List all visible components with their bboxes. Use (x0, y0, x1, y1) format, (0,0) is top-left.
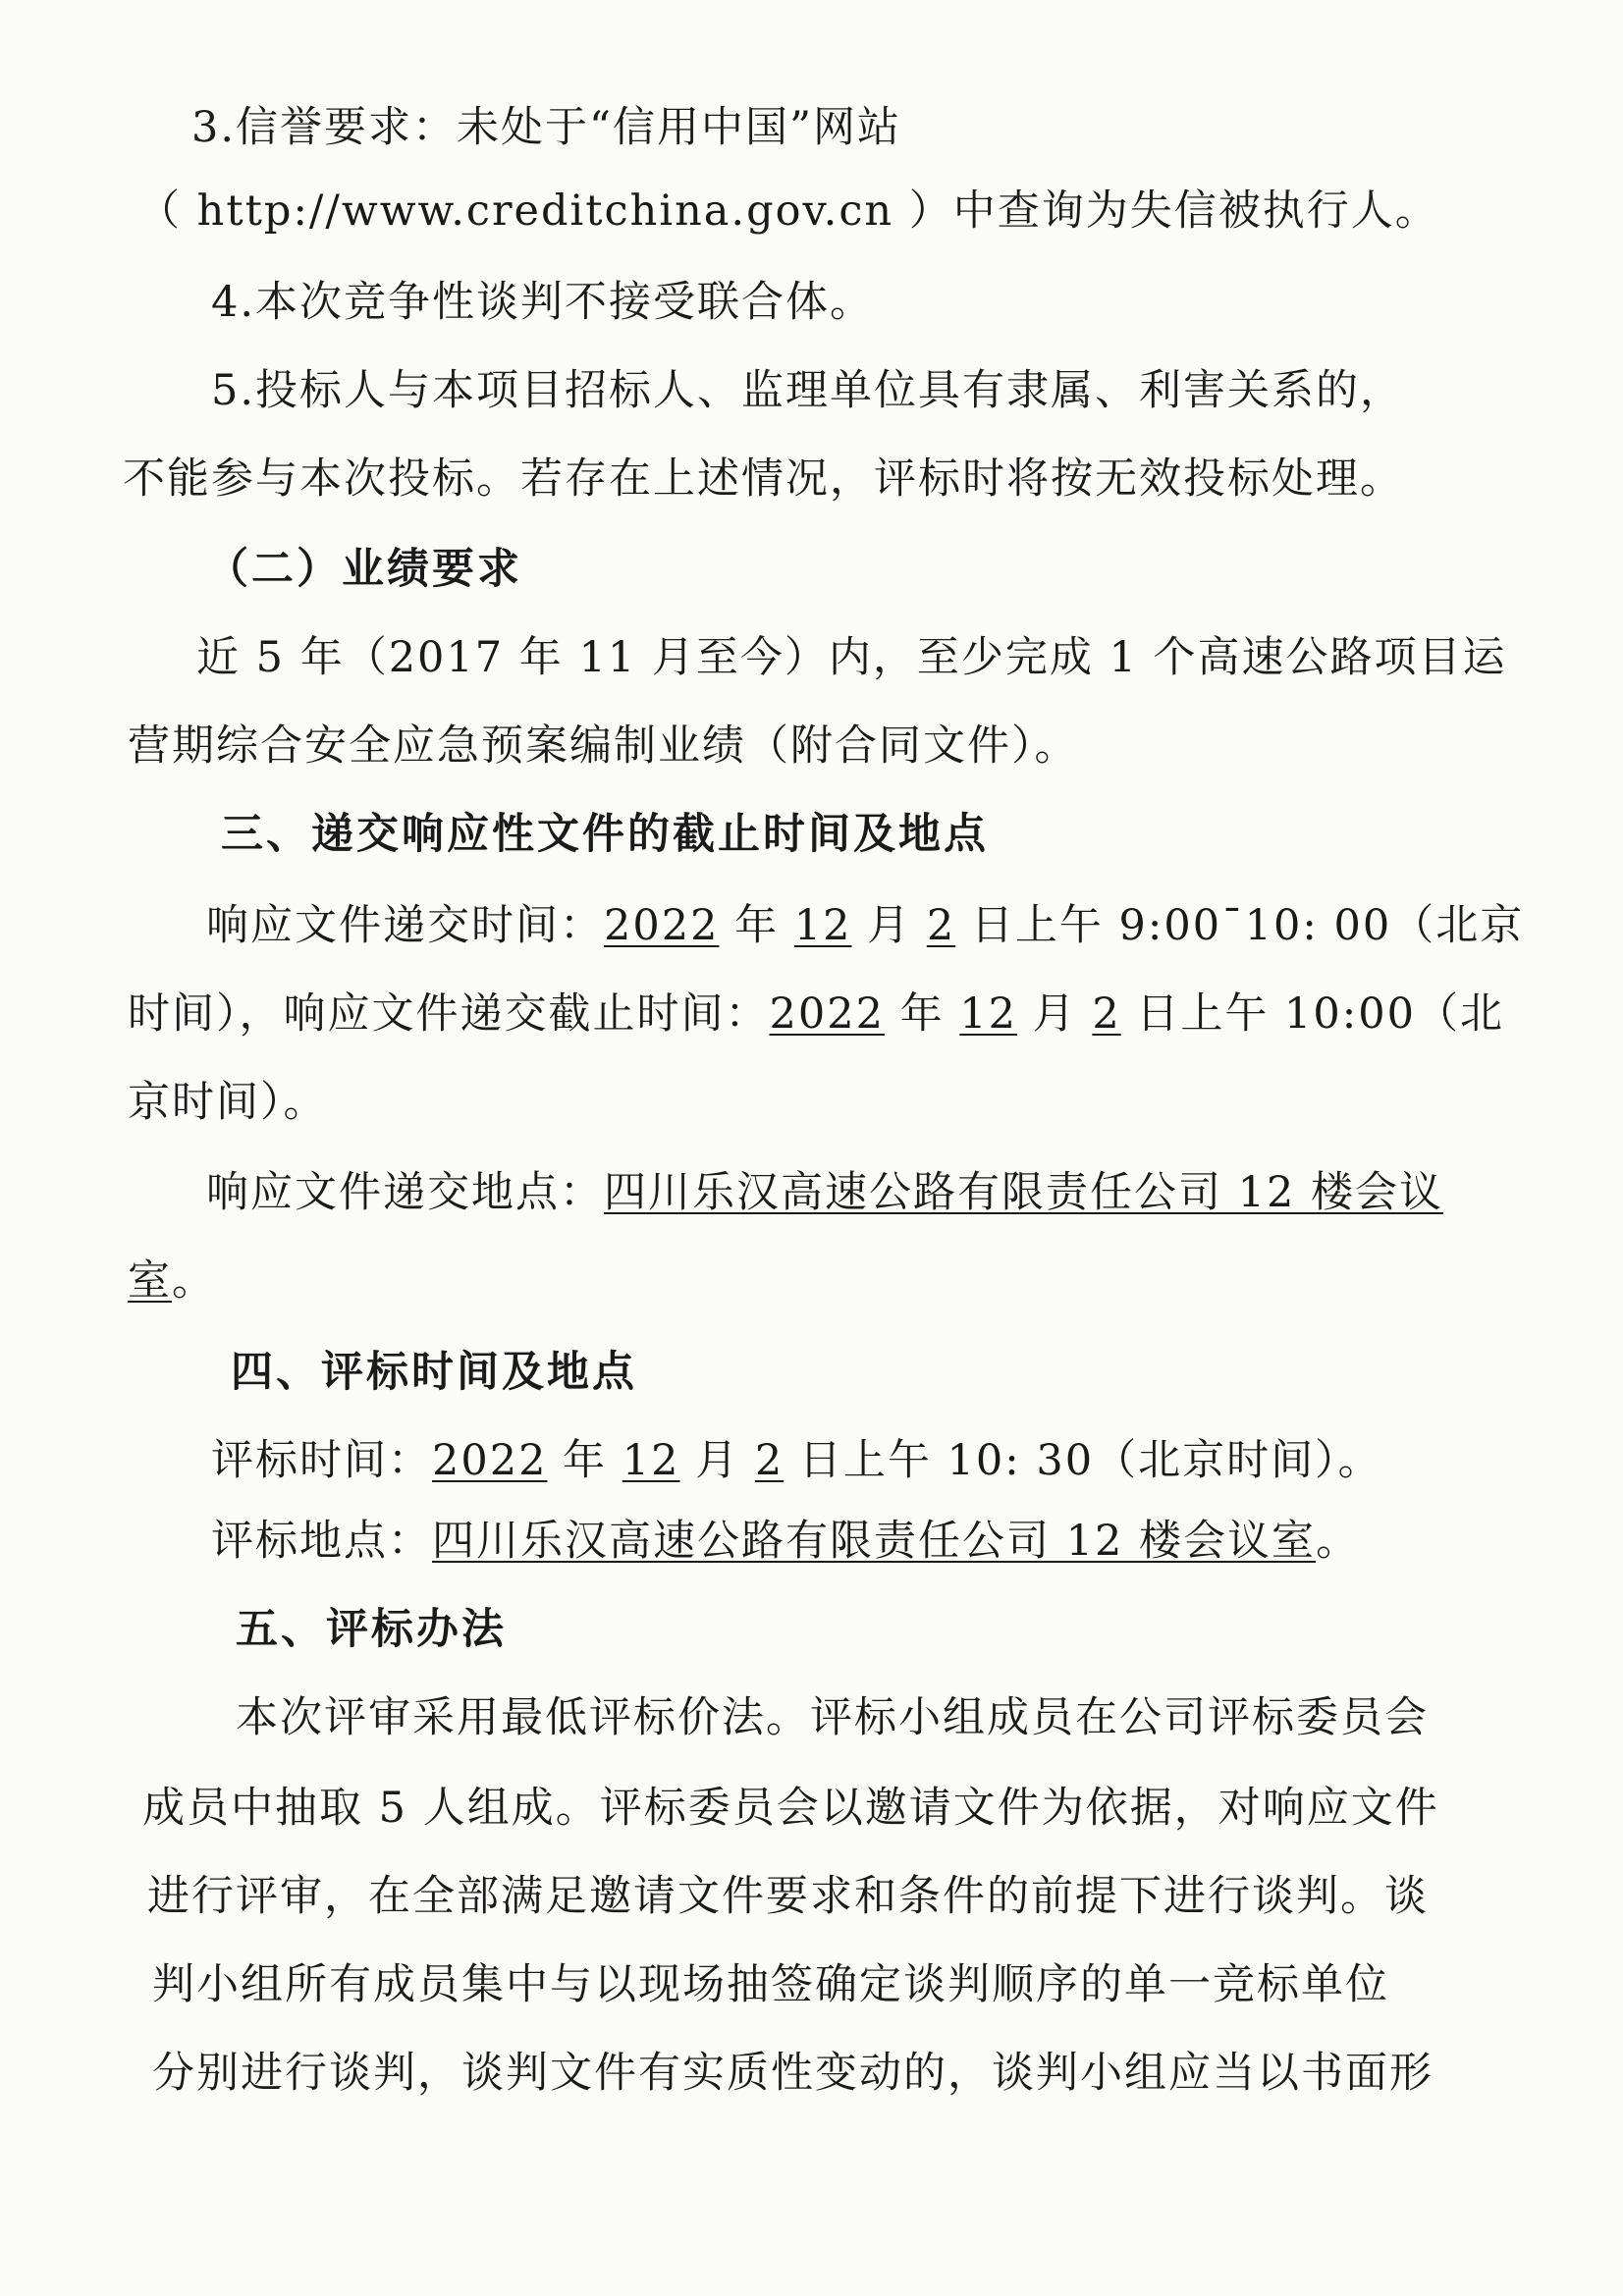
method-line-1: 本次评审采用最低评标价法。评标小组成员在公司评标委员会 (236, 1693, 1429, 1742)
performance-heading: （二）业绩要求 (206, 545, 522, 594)
eval-year: 2022 (432, 1436, 548, 1485)
period: 。 (172, 1256, 216, 1306)
submit-time-line (206, 896, 1524, 955)
eval-day: 2 (754, 1436, 784, 1485)
affiliation-line: 5.投标人与本项目招标人、监理单位具有隶属、利害关系的， (211, 366, 1405, 415)
submit-time-label: 响应文件递交时间： (206, 901, 604, 950)
year-unit: 年 (547, 1436, 622, 1485)
period: 。 (1316, 1517, 1361, 1566)
month-unit: 月 (1017, 989, 1093, 1039)
deadline-year: 2022 (769, 989, 885, 1039)
consortium-line: 4.本次竞争性谈判不接受联合体。 (211, 278, 875, 327)
submit-place-label: 响应文件递交地点： (206, 1168, 604, 1217)
submit-place-line-2 (128, 1252, 216, 1310)
eval-time-rest: 日上午 10: 30（北京时间）。 (784, 1436, 1382, 1485)
eval-time-line (211, 1431, 1382, 1490)
method-line-5: 分别进行谈判，谈判文件有实质性变动的，谈判小组应当以书面形 (152, 2049, 1434, 2098)
submit-place: 四川乐汉高速公路有限责任公司 12 楼会议 (604, 1168, 1444, 1217)
performance-line: 近 5 年（2017 年 11 月至今）内，至少完成 1 个高速公路项目运 (196, 633, 1507, 682)
submit-time-rest: 日上午 9:00¯10: 00（北京 (955, 901, 1525, 950)
eval-place-line (211, 1512, 1360, 1571)
affiliation-line-2: 不能参与本次投标。若存在上述情况，评标时将按无效投标处理。 (123, 454, 1404, 504)
year-unit: 年 (884, 989, 960, 1039)
deadline-label: 时间），响应文件递交截止时间： (128, 989, 770, 1039)
submit-year: 2022 (604, 901, 720, 950)
eval-month: 12 (622, 1436, 680, 1485)
deadline-line (128, 985, 1504, 1043)
deadline-line-2: 京时间）。 (128, 1078, 328, 1127)
credit-requirement-line: 3.信誉要求：未处于“信用中国”网站 (191, 103, 901, 152)
method-line-3: 进行评审，在全部满足邀请文件要求和条件的前提下进行谈判。谈 (147, 1872, 1429, 1921)
month-unit: 月 (679, 1436, 755, 1485)
eval-time-label: 评标时间： (211, 1436, 432, 1485)
year-unit: 年 (719, 901, 794, 950)
eval-place-label: 评标地点： (211, 1517, 432, 1566)
deadline-day: 2 (1092, 989, 1121, 1039)
deadline-rest: 日上午 10:00（北 (1120, 989, 1504, 1039)
eval-place: 四川乐汉高速公路有限责任公司 12 楼会议室 (432, 1517, 1317, 1566)
credit-url-line: （ http://www.creditchina.gov.cn ）中查询为失信被执行人。 (137, 187, 1439, 236)
submit-place-line (206, 1163, 1443, 1222)
performance-line-2: 营期综合安全应急预案编制业绩（附合同文件）。 (128, 721, 1079, 771)
submit-day: 2 (926, 901, 956, 950)
section-4-heading: 四、评标时间及地点 (231, 1348, 637, 1397)
deadline-month: 12 (959, 989, 1017, 1039)
method-line-4: 判小组所有成员集中与以现场抽签确定谈判顺序的单一竞标单位 (152, 1960, 1389, 2009)
section-5-heading: 五、评标办法 (236, 1605, 507, 1654)
method-line-2: 成员中抽取 5 人组成。评标委员会以邀请文件为依据，对响应文件 (142, 1784, 1439, 1833)
submit-place-end: 室 (128, 1256, 172, 1306)
section-3-heading: 三、递交响应性文件的截止时间及地点 (221, 810, 989, 859)
month-unit: 月 (851, 901, 927, 950)
submit-month: 12 (793, 901, 852, 950)
